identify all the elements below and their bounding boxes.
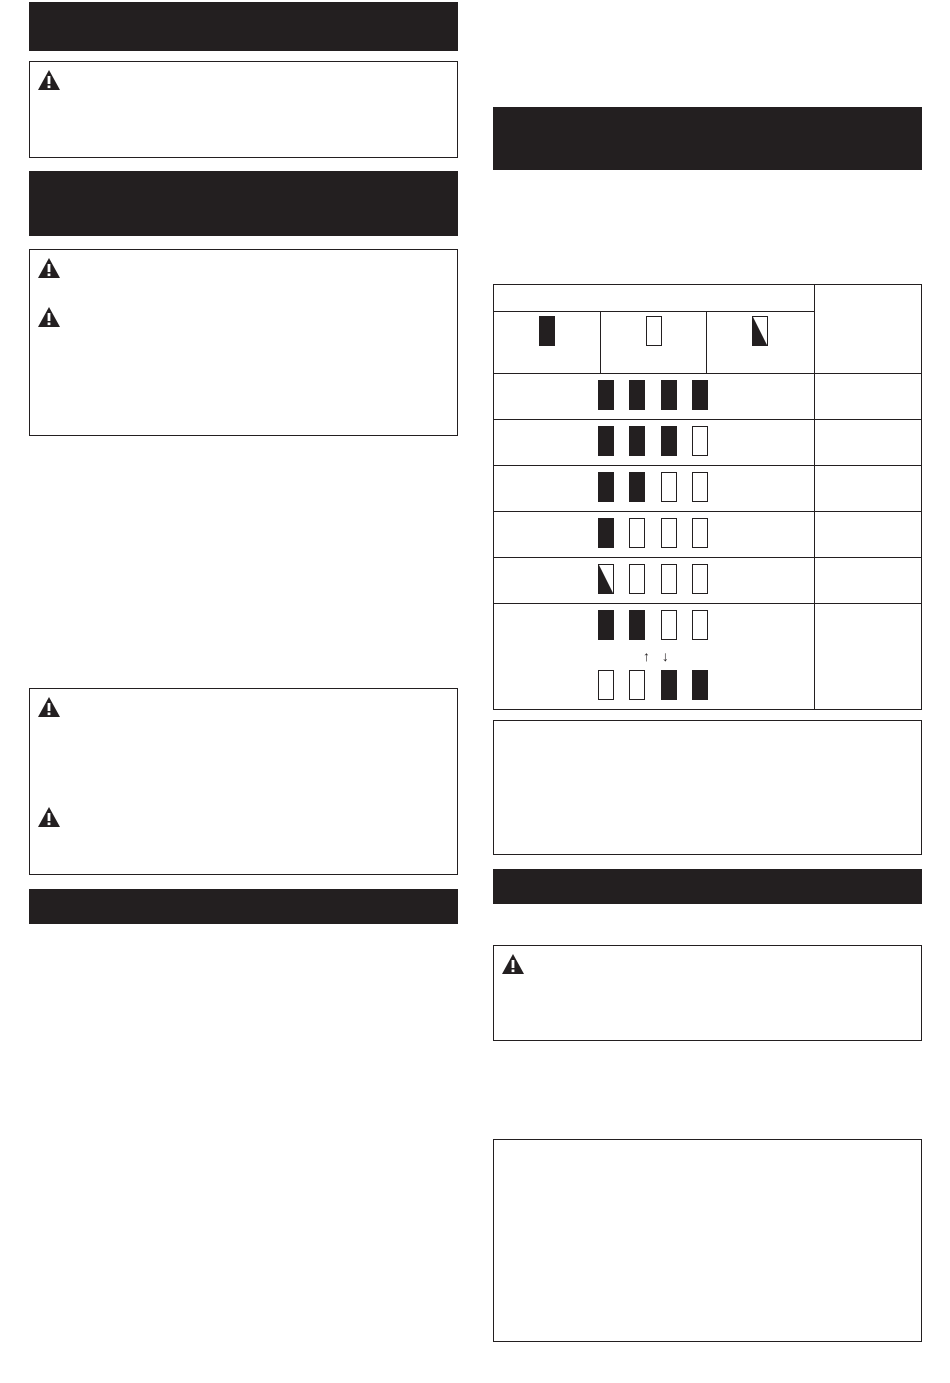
warning-triangle-icon	[501, 953, 525, 975]
indicator-lamp	[629, 610, 645, 640]
alternating-arrows: ↑ ↓	[643, 648, 673, 664]
warning-box	[493, 945, 922, 1041]
indicator-lamp	[598, 380, 614, 410]
table-rule	[494, 373, 921, 374]
table-rule	[600, 311, 601, 373]
warning-box	[29, 688, 458, 875]
table-rule	[494, 557, 921, 558]
legend-lighted-indicator	[539, 316, 555, 346]
table-rule	[494, 465, 921, 466]
section-heading-bar	[29, 889, 458, 924]
table-rule	[814, 285, 815, 709]
indicator-lamp	[629, 564, 645, 594]
indicator-lamp	[629, 472, 645, 502]
section-heading-bar	[493, 869, 922, 904]
table-rule	[494, 603, 921, 604]
warning-triangle-icon	[37, 69, 61, 91]
table-rule	[494, 419, 921, 420]
indicator-lamp-table	[493, 284, 922, 710]
indicator-lamp	[692, 670, 708, 700]
indicator-lamp	[692, 380, 708, 410]
note-box	[493, 1139, 922, 1342]
legend-blinking-indicator	[752, 316, 768, 346]
section-heading-bar	[29, 2, 458, 51]
indicator-lamp	[598, 518, 614, 548]
table-rule	[494, 311, 814, 312]
section-heading-bar	[493, 107, 922, 170]
indicator-lamp	[598, 472, 614, 502]
indicator-lamp	[661, 670, 677, 700]
indicator-lamp	[629, 670, 645, 700]
warning-box	[29, 61, 458, 158]
warning-triangle-icon	[37, 806, 61, 828]
indicator-lamp	[598, 610, 614, 640]
indicator-lamp	[629, 518, 645, 548]
indicator-lamp	[692, 426, 708, 456]
indicator-lamp	[661, 610, 677, 640]
indicator-lamp	[661, 380, 677, 410]
note-box	[493, 720, 922, 855]
indicator-lamp	[629, 380, 645, 410]
indicator-lamp	[692, 610, 708, 640]
legend-off-indicator	[646, 316, 662, 346]
indicator-lamp	[598, 670, 614, 700]
table-rule	[706, 311, 707, 373]
indicator-lamp	[692, 518, 708, 548]
table-rule	[494, 511, 921, 512]
indicator-lamp	[598, 564, 614, 594]
indicator-lamp	[661, 564, 677, 594]
indicator-lamp	[692, 472, 708, 502]
indicator-lamp	[629, 426, 645, 456]
indicator-lamp	[661, 426, 677, 456]
indicator-lamp	[661, 518, 677, 548]
indicator-lamp	[692, 564, 708, 594]
warning-box	[29, 249, 458, 436]
warning-triangle-icon	[37, 696, 61, 718]
indicator-lamp	[598, 426, 614, 456]
warning-triangle-icon	[37, 257, 61, 279]
indicator-lamp	[661, 472, 677, 502]
warning-triangle-icon	[37, 306, 61, 328]
section-heading-bar	[29, 171, 458, 236]
